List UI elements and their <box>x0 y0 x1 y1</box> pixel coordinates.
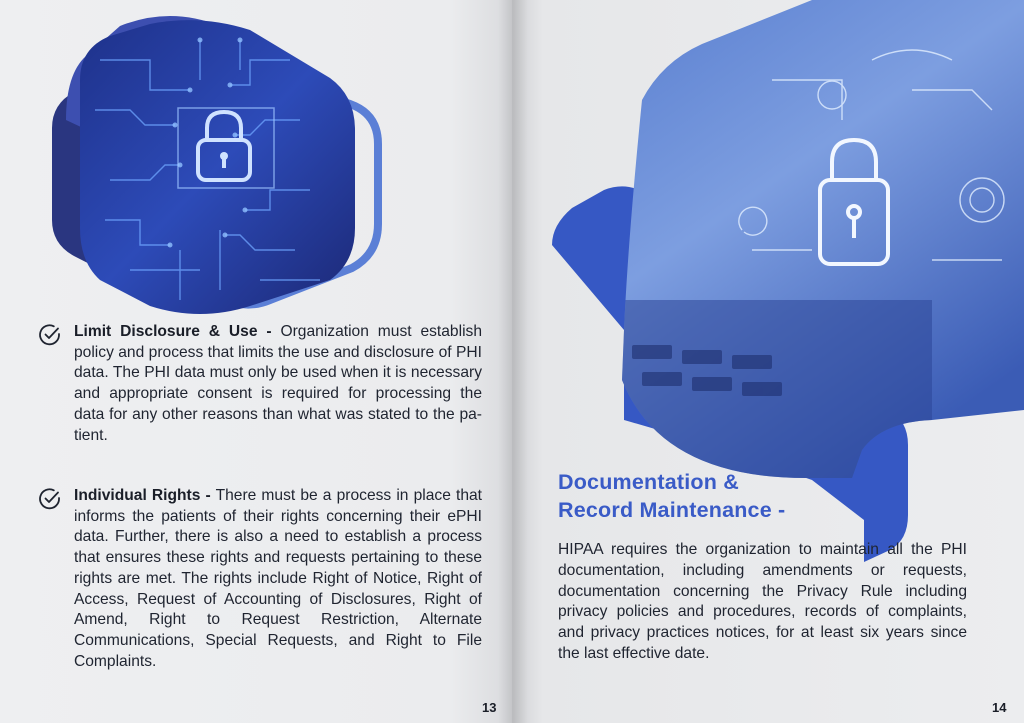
body-paragraph: HIPAA requires the organization to maintain all the PHI documentation, including amendments or requests, documentation concerning the Privacy Rule including privacy policies and procedures, records of complaints, and privacy practices notices, for at least six years since the last effective date. <box>558 541 967 662</box>
bullet-individual-rights <box>38 486 482 672</box>
bullet-text: There must be a process in place that informs the patients of their rights concerning their ePHI data. Further, there is also a need to establish a process that ensures these rights and requests pertaining to these rights are met. The rights include Right of Notice, Right of Access, Request of Accounting of Disclosures, Right of Amend, Right to Request Restriction, Alternate Communications, Special Requests, and Right to File Complaints. <box>74 487 482 670</box>
bullet-title: Individual Rights - <box>74 487 211 504</box>
check-circle-icon <box>38 487 62 511</box>
right-page <box>512 0 1024 723</box>
heading-line-2: Record Maintenance - <box>558 498 786 522</box>
check-circle-icon <box>38 323 62 347</box>
page-number-left: 13 <box>482 700 497 715</box>
book-gutter <box>498 0 528 723</box>
section-heading <box>558 468 858 524</box>
bullet-paragraph <box>74 322 482 446</box>
heading-line-1: Documentation & <box>558 470 739 494</box>
bullet-text: Organization must establish policy and process that limits the use and disclosure of PHI data. The PHI data must only be used when it is necessary and appropriate consent is required for processing the data for any other reasons than what was stated to the patient. <box>74 323 483 444</box>
circuit-hexagon-graphic <box>0 0 512 320</box>
bullet-limit-disclosure <box>38 322 482 446</box>
page-number-right: 14 <box>992 700 1007 715</box>
bullet-paragraph <box>74 486 482 672</box>
bullet-title: Limit Disclosure & Use - <box>74 323 272 340</box>
